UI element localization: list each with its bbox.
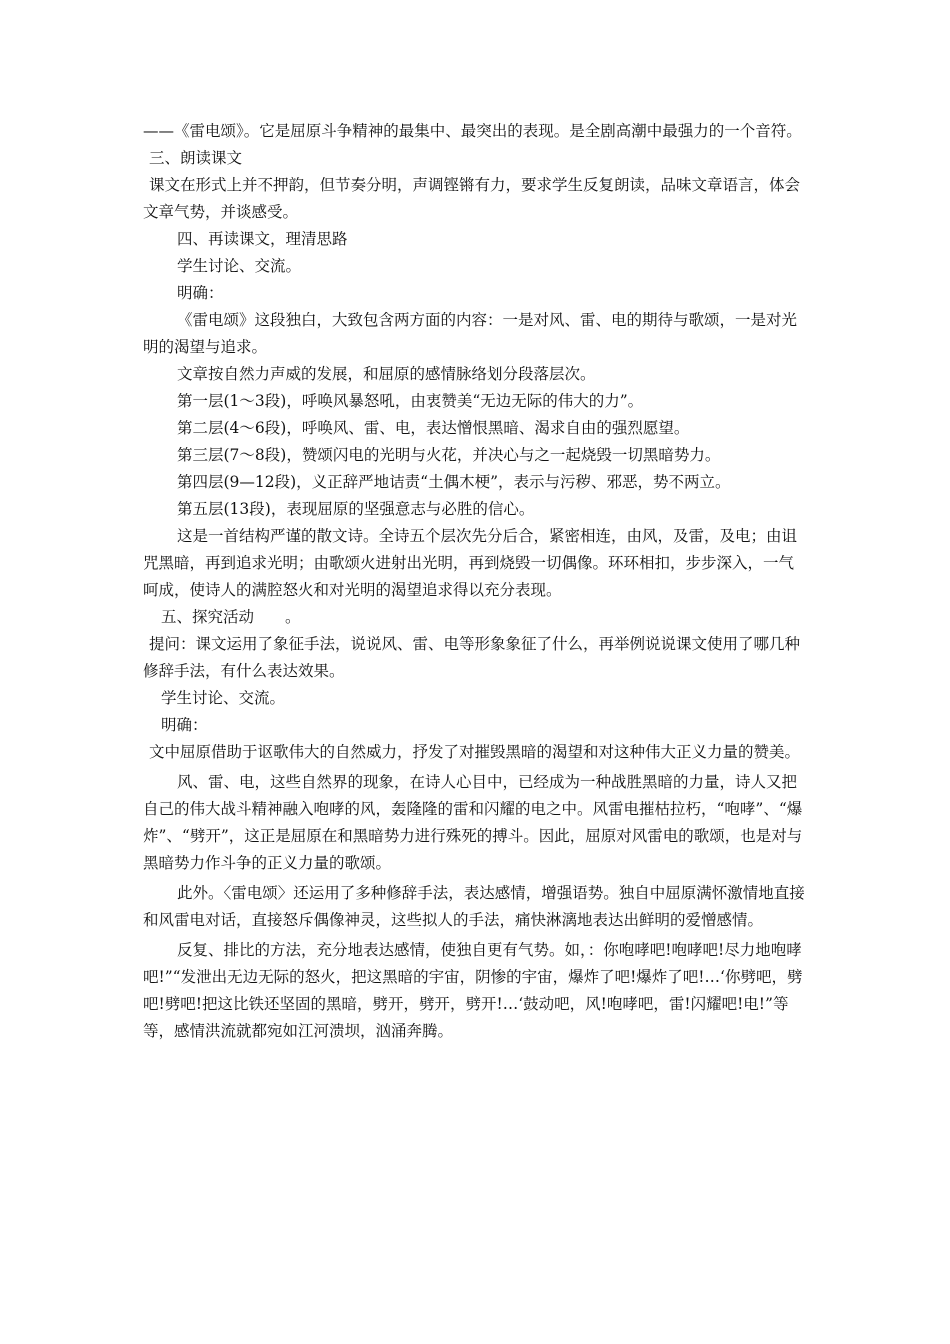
paragraph-repetition: 反复、排比的方法，充分地表达感情，使独自更有气势。如，：你咆哮吧!咆哮吧!尽力地咆哮吧!”“发泄出无边无际的怒火，把这黑暗的宇宙，阴惨的宇宙，爆炸了吧!爆炸了吧!…‘你劈吧，劈吧!劈吧!把这比铁还坚固的黑暗，劈开，劈开，劈开!…‘鼓动吧，风!咆哮吧，雷!闪耀吧!电!”等等，感情洪流就都宛如江河溃坝，汹涌奔腾。 bbox=[143, 941, 803, 1040]
paragraph-clarify-2: 明确： bbox=[161, 716, 208, 734]
paragraph-content: 《雷电颂》这段独白，大致包含两方面的内容：一是对风、雷、电的期待与歌颂，一是对光明的渴望与追求。 bbox=[143, 311, 798, 356]
paragraph-intro: ——《雷电颂》。它是屈原斗争精神的最集中、最突出的表现。是全剧高潮中最强力的一个音符。 bbox=[143, 122, 802, 140]
paragraph-question: 提问：课文运用了象征手法，说说风、雷、电等形象象征了什么，再举例说说课文使用了哪几种修辞手法，有什么表达效果。 bbox=[143, 635, 801, 680]
paragraph-symbolism: 文中屈原借助于讴歌伟大的自然威力，抒发了对摧毁黑暗的渴望和对这种伟大正义力量的赞美。 bbox=[149, 743, 801, 761]
paragraph-layer-3: 第三层(7～8段)，赞颂闪电的光明与火花，并决心与之一起烧毁一切黑暗势力。 bbox=[177, 446, 721, 464]
paragraph-layer-5: 第五层(13段)，表现屈原的坚强意志与必胜的信心。 bbox=[177, 500, 535, 518]
paragraph-layer-2: 第二层(4～6段)，呼唤风、雷、电，表达憎恨黑暗、渴求自由的强烈愿望。 bbox=[177, 419, 690, 437]
paragraph-discussion: 学生讨论、交流。 bbox=[177, 257, 302, 275]
paragraph-summary: 这是一首结构严谨的散文诗。全诗五个层次先分后合，紧密相连，由风，及雷，及电；由诅咒黑暗，再到追求光明；由歌颂火进射出光明，再到烧毁一切偶像。环环相扣，步步深入，一气呵成，使诗人的满腔怒火和对光明的渴望追求得以充分表现。 bbox=[143, 527, 798, 599]
section-heading-4: 四、再读课文，理清思路 bbox=[177, 230, 348, 248]
paragraph-layer-4: 第四层(9—12段)，义正辞严地诘责“土偶木梗”，表示与污秽、邪恶，势不两立。 bbox=[177, 473, 731, 491]
paragraph-rhetoric: 此外。〈雷电颂〉还运用了多种修辞手法，表达感情，增强语势。独自中屈原满怀激情地直接和风雷电对话，直接怒斥偶像神灵，这些拟人的手法，痛快淋漓地表达出鲜明的爱憎感情。 bbox=[143, 884, 805, 929]
paragraph-reading: 课文在形式上并不押韵，但节奏分明，声调铿锵有力，要求学生反复朗读，品味文章语言，体会文章气势，并谈感受。 bbox=[143, 176, 801, 221]
paragraph-clarify: 明确： bbox=[177, 284, 224, 302]
document-body bbox=[143, 118, 808, 1045]
paragraph-layer-1: 第一层(1～3段)，呼唤风暴怒吼，由衷赞美“无边无际的伟大的力”。 bbox=[177, 392, 644, 410]
paragraph-discussion-2: 学生讨论、交流。 bbox=[161, 689, 286, 707]
paragraph-wind-thunder: 风、雷、电，这些自然界的现象，在诗人心目中，已经成为一种战胜黑暗的力量，诗人又把自己的伟大战斗精神融入咆哮的风，轰隆隆的雷和闪耀的电之中。风雷电摧枯拉朽，“咆哮”、“爆炸”、“劈开”，这正是屈原在和黑暗势力进行殊死的搏斗。因此，屈原对风雷电的歌颂，也是对与黑暗势力作斗争的正义力量的歌颂。 bbox=[143, 773, 803, 872]
section-heading-3: 三、朗读课文 bbox=[149, 149, 243, 167]
paragraph-structure: 文章按自然力声威的发展，和屈原的感情脉络划分段落层次。 bbox=[177, 365, 596, 383]
section-heading-5: 五、探究活动 。 bbox=[161, 608, 301, 626]
